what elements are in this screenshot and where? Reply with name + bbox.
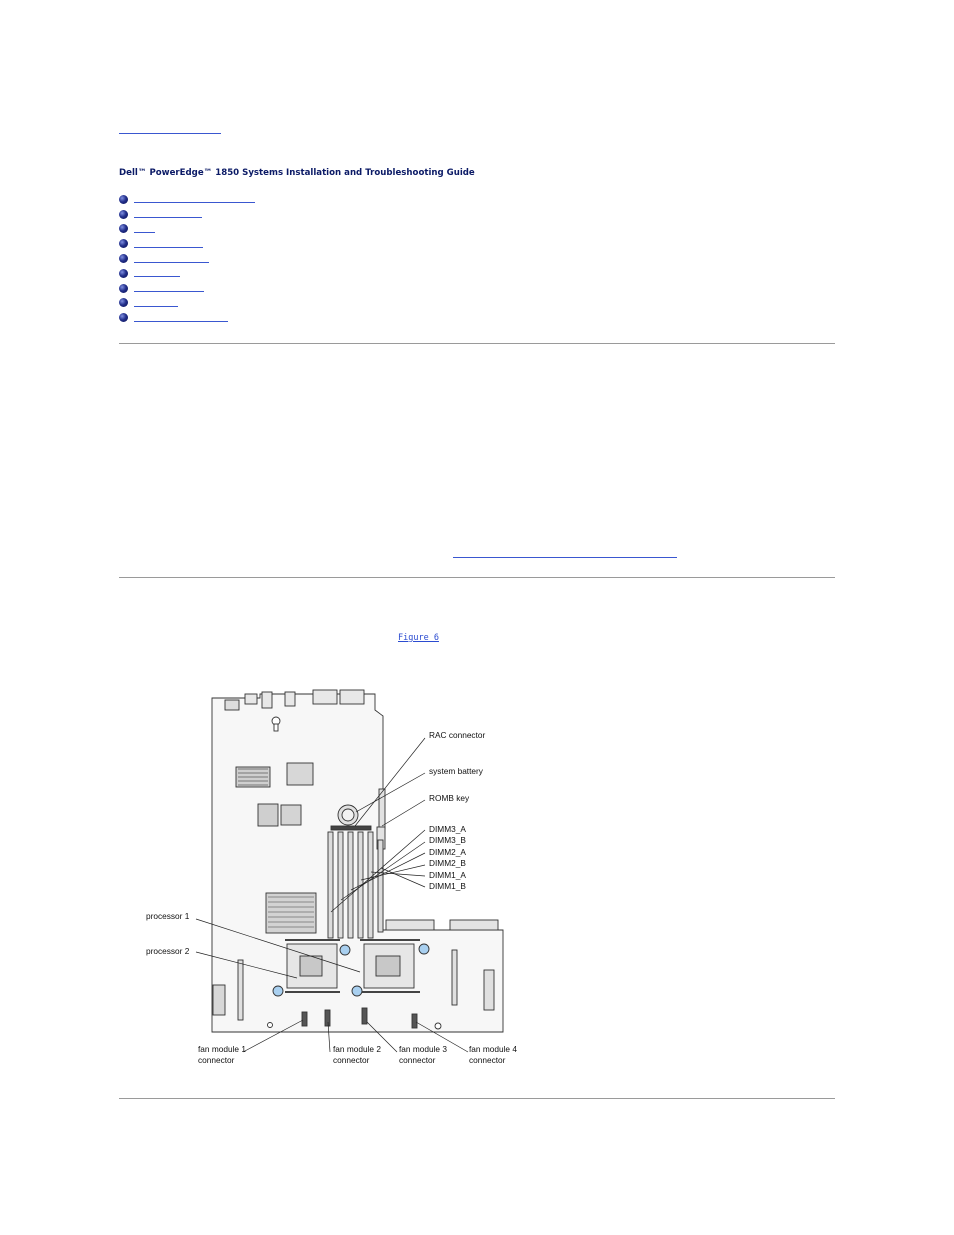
toc-link[interactable] [134,240,203,248]
callout-dimm2-a: DIMM2_A [429,847,466,857]
bullet-icon [119,269,128,278]
callout-fan1-line1: fan module 1 [198,1044,246,1054]
callout-rac-connector: RAC connector [429,730,486,740]
toc-link[interactable] [134,195,255,203]
bullet-icon [119,210,128,219]
callout-fan4-line2: connector [469,1055,506,1065]
bullet-icon [119,224,128,233]
section-divider [119,343,835,344]
callout-dimm3-b: DIMM3_B [429,835,466,845]
guide-title: Dell™ PowerEdge™ 1850 Systems Installation and Troubleshooting Guide [119,168,475,178]
callout-fan2-line1: fan module 2 [333,1044,381,1054]
toc-item[interactable] [119,251,255,266]
section-divider [119,577,835,578]
toc-link[interactable] [134,269,180,277]
system-board-figure [140,685,530,1070]
toc-link[interactable] [134,210,202,218]
callout-dimm1-b: DIMM1_B [429,881,466,891]
callout-fan1-line2: connector [198,1055,235,1065]
bullet-icon [119,313,128,322]
top-link[interactable] [119,125,221,134]
callout-system-battery: system battery [429,766,483,776]
toc-link[interactable] [134,314,228,322]
toc-item[interactable] [119,266,255,281]
callout-fan3-line2: connector [399,1055,436,1065]
callout-dimm1-a: DIMM1_A [429,870,466,880]
callout-processor-2: processor 2 [146,946,190,956]
toc-item[interactable] [119,192,255,207]
toc-item[interactable] [119,236,255,251]
callout-fan4-line1: fan module 4 [469,1044,517,1054]
bullet-icon [119,284,128,293]
toc-item[interactable] [119,207,255,222]
toc-item[interactable] [119,281,255,296]
table-of-contents [119,192,255,325]
section-divider [119,1098,835,1099]
callout-fan3-line1: fan module 3 [399,1044,447,1054]
callout-dimm3-a: DIMM3_A [429,824,466,834]
cross-reference-link[interactable] [453,551,677,558]
toc-item[interactable] [119,222,255,237]
toc-link[interactable] [134,225,155,233]
bullet-icon [119,254,128,263]
callout-dimm2-b: DIMM2_B [429,858,466,868]
callout-romb-key: ROMB key [429,793,470,803]
bullet-icon [119,195,128,204]
toc-link[interactable] [134,299,178,307]
bullet-icon [119,298,128,307]
toc-item[interactable] [119,296,255,311]
callout-fan2-line2: connector [333,1055,370,1065]
figure-link[interactable]: Figure 6 [398,633,439,643]
bullet-icon [119,239,128,248]
toc-link[interactable] [134,284,204,292]
toc-link[interactable] [134,255,209,263]
callout-processor-1: processor 1 [146,911,190,921]
toc-item[interactable] [119,310,255,325]
